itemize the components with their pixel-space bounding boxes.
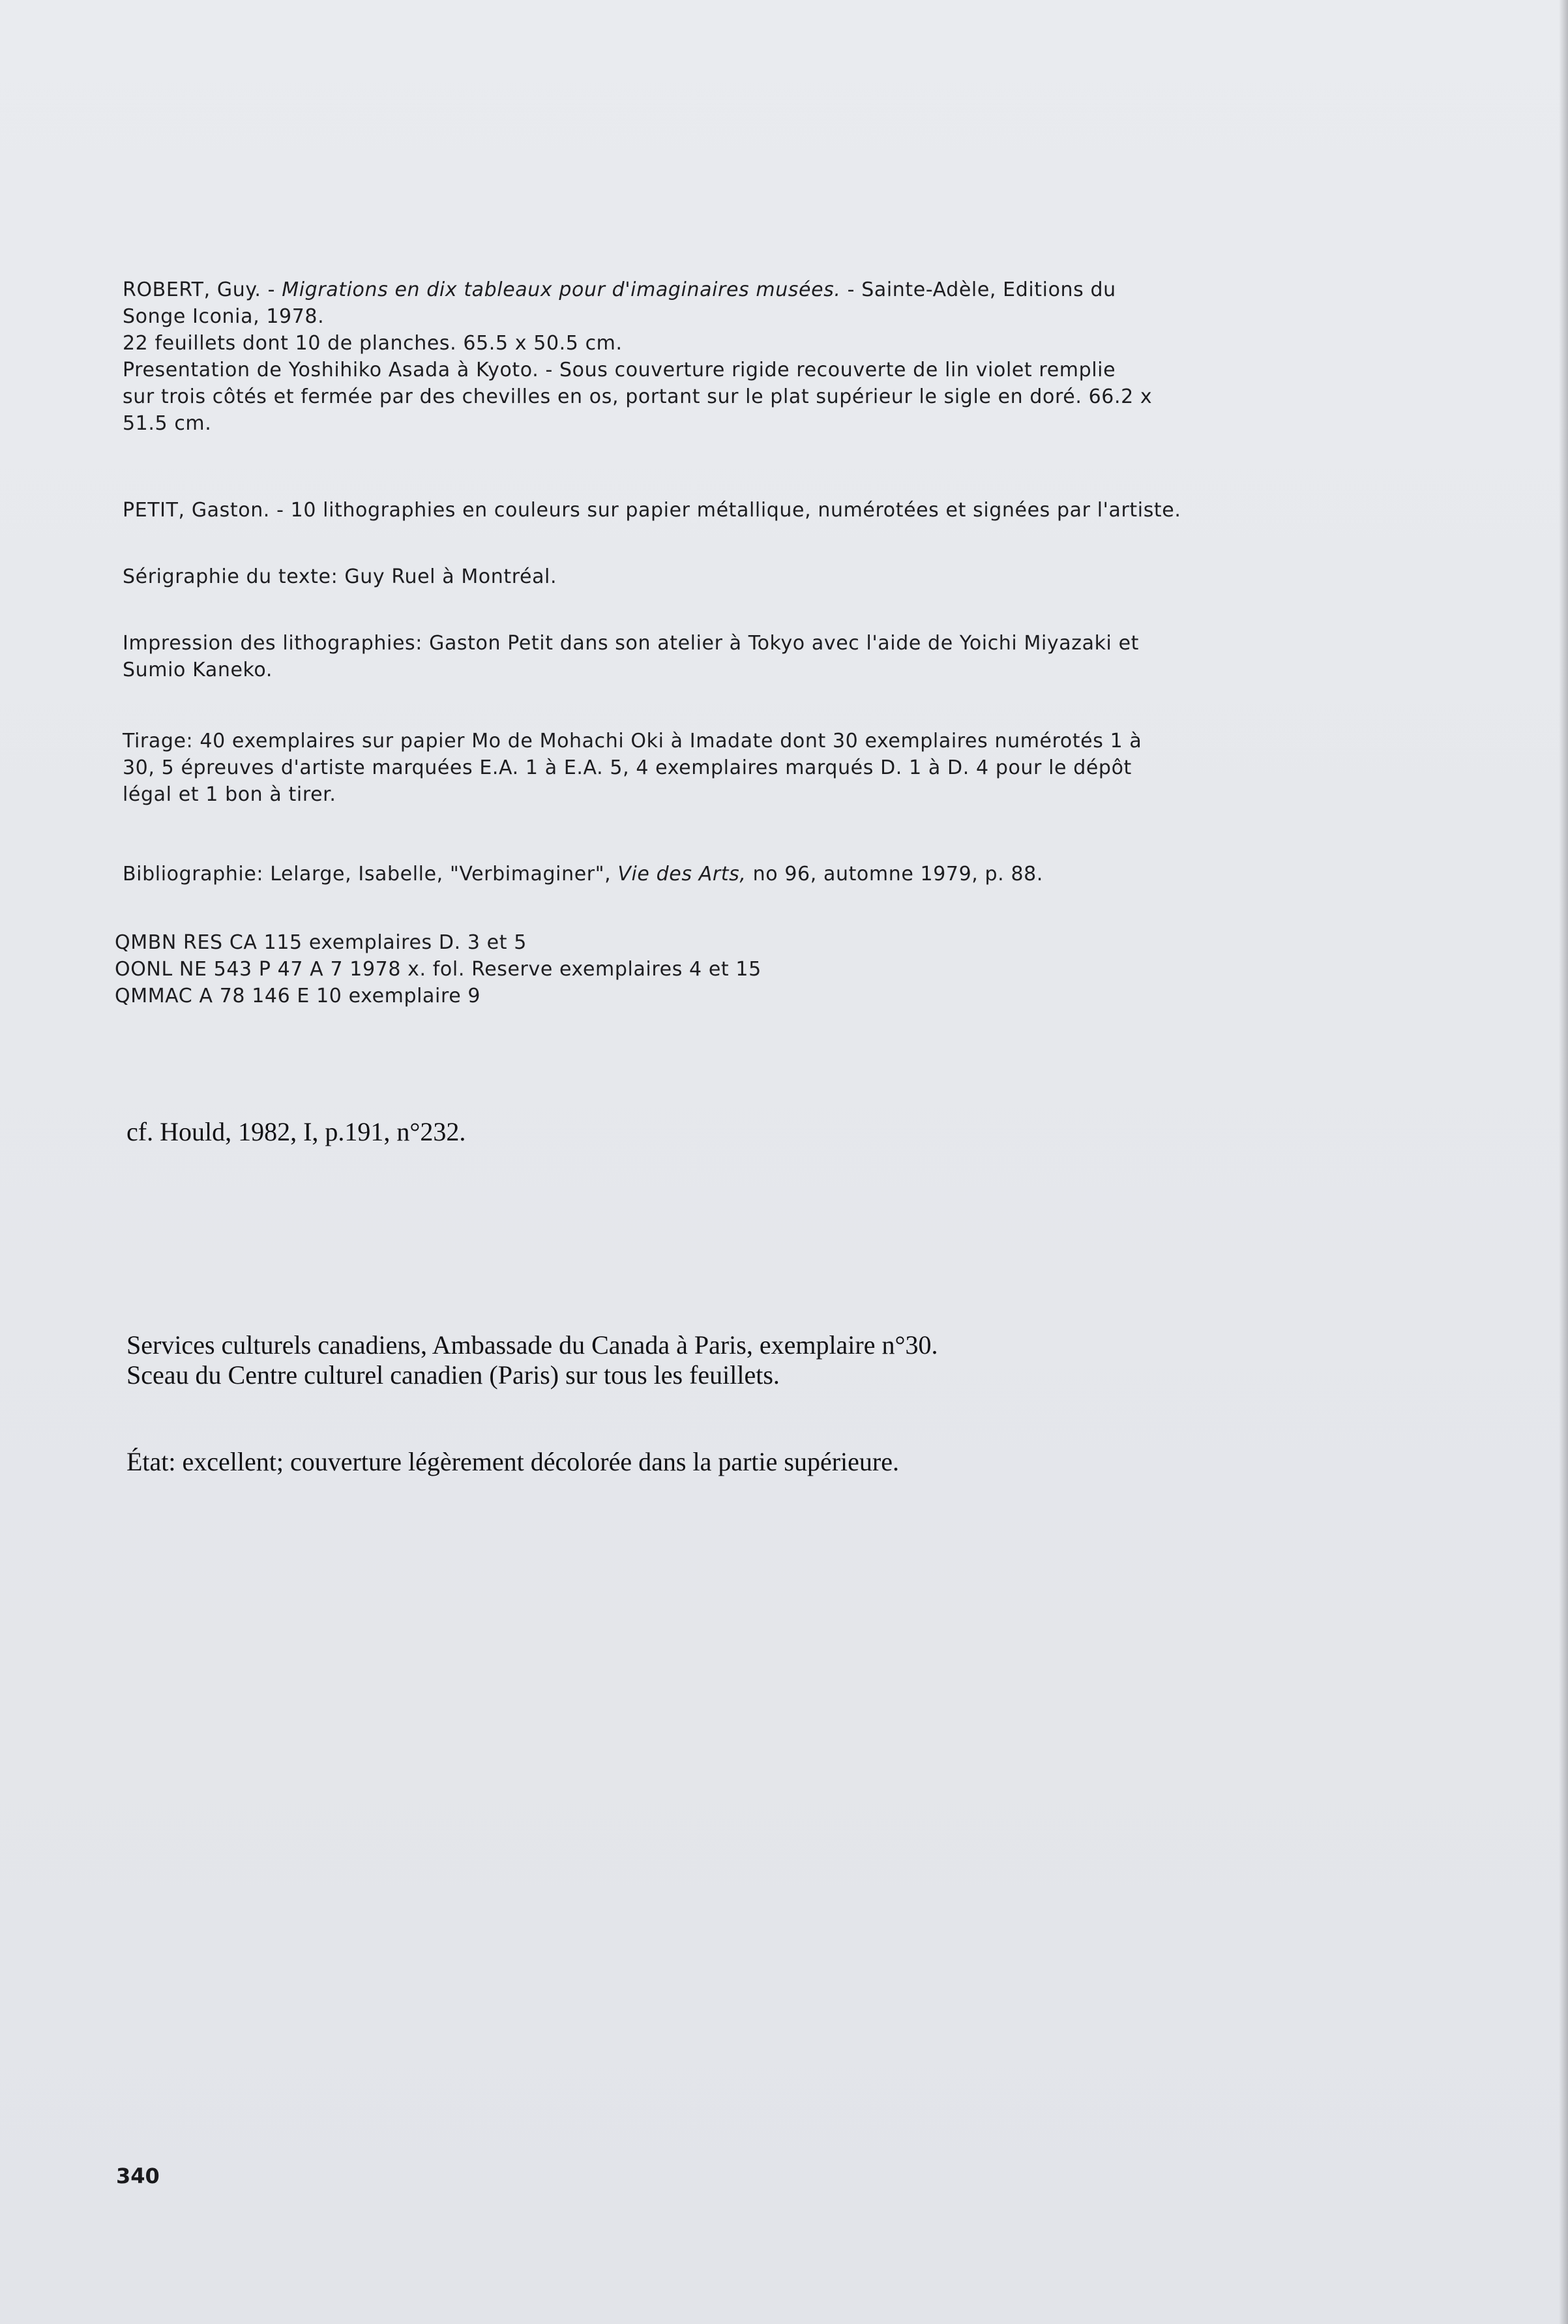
cf-reference (126, 1116, 466, 1148)
heading-line-1 (123, 276, 1205, 303)
etat-line (126, 1446, 899, 1478)
catalogue-entry-heading (123, 276, 1205, 437)
holding-line: QMBN RES CA 115 exemplaires D. 3 et 5 (115, 931, 527, 954)
holdings-block (115, 929, 762, 1009)
presentation-line: 51.5 cm. (123, 412, 212, 435)
services-block (126, 1330, 938, 1390)
serigraphie-text: Sérigraphie du texte: Guy Ruel à Montréal. (123, 565, 557, 588)
heading-separator: - (261, 278, 282, 301)
services-line: Sceau du Centre culturel canadien (Paris) sur tous les feuillets. (126, 1360, 780, 1390)
etat-text: État: excellent; couverture légèrement décolorée dans la partie supérieure. (126, 1447, 899, 1476)
page-number: 340 (116, 2164, 160, 2188)
presentation-line: Presentation de Yoshihiko Asada à Kyoto. - Sous couverture rigide recouverte de lin violet remplie (123, 359, 1116, 381)
entry-author: ROBERT, Guy. (123, 278, 261, 301)
services-line: Services culturels canadiens, Ambassade du Canada à Paris, exemplaire n°30. (126, 1330, 938, 1360)
bibliographie-suffix: no 96, automne 1979, p. 88. (752, 863, 1043, 886)
impression-line: Impression des lithographies: Gaston Petit dans son atelier à Tokyo avec l'aide de Yoichi Miyazaki et (123, 632, 1140, 655)
presentation-line: sur trois côtés et fermée par des chevilles en os, portant sur le plat supérieur le sigle en doré. 66.2 x (123, 385, 1153, 408)
petit-line (123, 497, 1181, 524)
heading-line-2: Songe Iconia, 1978. (123, 305, 325, 328)
cf-text: cf. Hould, 1982, I, p.191, n°232. (126, 1117, 466, 1146)
serigraphie-line (123, 563, 557, 590)
tirage-line: Tirage: 40 exemplaires sur papier Mo de Mohachi Oki à Imadate dont 30 exemplaires numérotés 1 à (123, 730, 1142, 752)
heading-separator: - (840, 278, 862, 301)
bibliographie-prefix: Bibliographie: Lelarge, Isabelle, "Verbimaginer", (123, 863, 612, 886)
impression-line: Sumio Kaneko. (123, 659, 273, 681)
tirage-block (123, 728, 1142, 808)
format-line: 22 feuillets dont 10 de planches. 65.5 x 50.5 cm. (123, 332, 623, 355)
entry-title: Migrations en dix tableaux pour d'imaginaires musées. (282, 278, 841, 301)
bibliographie-line (123, 861, 1043, 887)
holding-line: OONL NE 543 P 47 A 7 1978 x. fol. Reserve exemplaires 4 et 15 (115, 958, 762, 981)
holding-line: QMMAC A 78 146 E 10 exemplaire 9 (115, 985, 481, 1007)
petit-text: PETIT, Gaston. - 10 lithographies en couleurs sur papier métallique, numérotées et signées par l'artiste. (123, 499, 1181, 522)
page-edge-shadow (1559, 0, 1568, 2324)
tirage-line: 30, 5 épreuves d'artiste marquées E.A. 1 à E.A. 5, 4 exemplaires marqués D. 1 à D. 4 pour le dépôt (123, 756, 1132, 779)
bibliographie-journal: Vie des Arts, (617, 863, 747, 886)
impression-block (123, 630, 1139, 683)
bibliographie-text (123, 861, 1043, 887)
entry-publisher: Sainte-Adèle, Editions du (861, 278, 1116, 301)
tirage-line: légal et 1 bon à tirer. (123, 783, 336, 806)
